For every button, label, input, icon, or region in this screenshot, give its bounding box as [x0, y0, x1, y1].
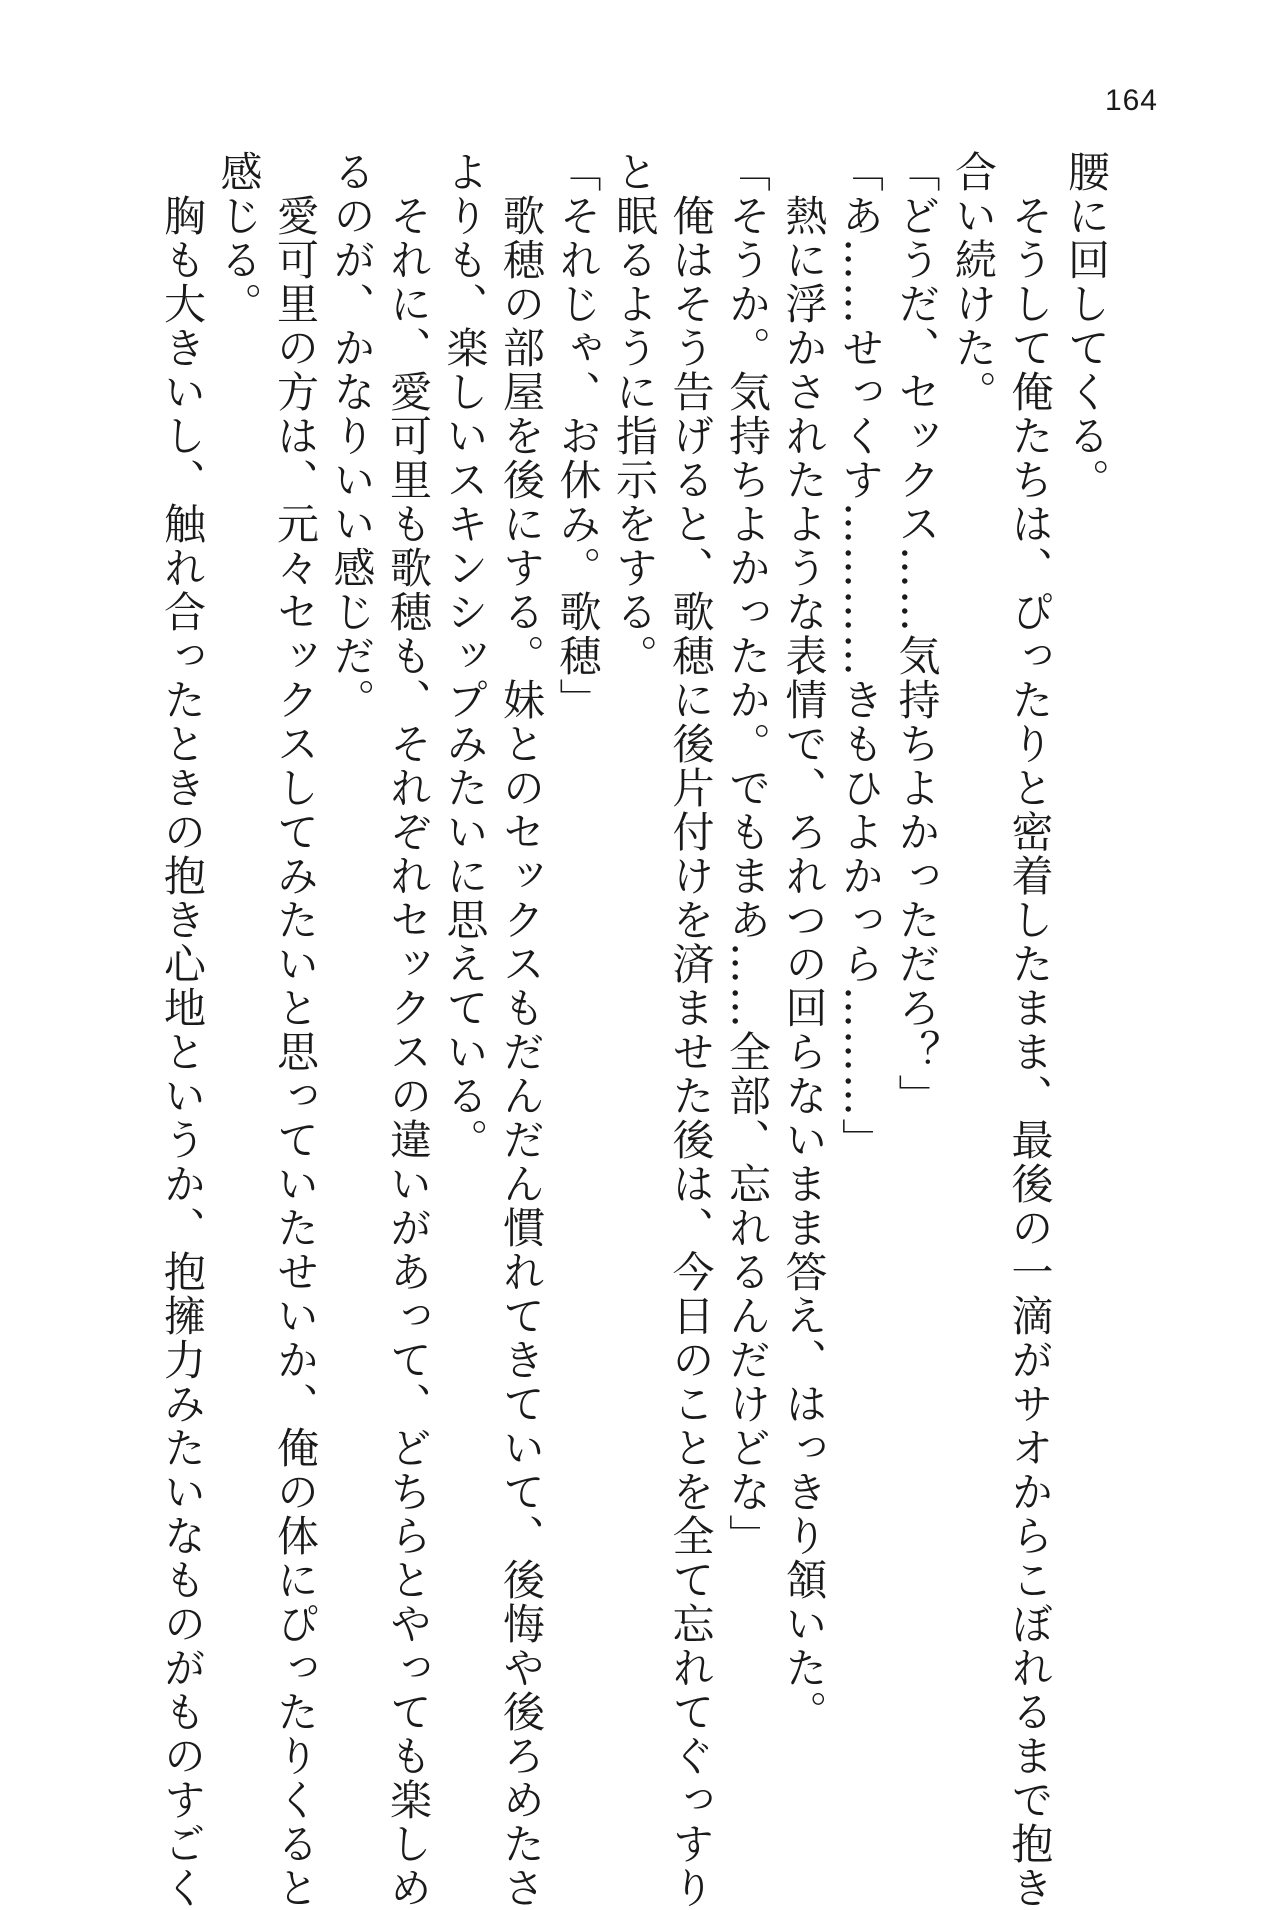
text-line: 合い続けた。 — [949, 150, 998, 414]
text-line: それに、愛可里も歌穂も、それぞれセックスの違いがあって、どちらとやっても楽しめ — [384, 150, 433, 1910]
text-line: 感じる。 — [214, 150, 264, 326]
text-line: 「それじゃ、お休み。歌穂」 — [553, 150, 603, 722]
text-line: 熱に浮かされたような表情で、ろれつの回らないまま答え、はっきり頷いた。 — [779, 150, 829, 1734]
text-line: 「どうだ、セックス……気持ちよかっただろ？」 — [892, 150, 942, 1118]
vertical-body-text — [154, 150, 1115, 1910]
text-line: 胸も大きいし、触れ合ったときの抱き心地というか、抱擁力みたいなものがものすごく — [158, 150, 207, 1910]
text-line: と眠るように指示をする。 — [610, 150, 659, 678]
text-line: 歌穂の部屋を後にする。妹とのセックスもだんだん慣れてきていて、後悔や後ろめたさ — [497, 150, 546, 1910]
text-line: 腰に回してくる。 — [1062, 150, 1111, 502]
page-number: 164 — [1104, 84, 1158, 117]
text-line: 「そうか。気持ちよかったか。でもまあ……全部、忘れるんだけどな」 — [723, 150, 772, 1558]
text-line: そうして俺たちは、ぴったりと密着したまま、最後の一滴がサオからこぼれるまで抱き — [1005, 150, 1055, 1910]
text-line: 「あ……せっくす…………きもひよかっら………」 — [836, 150, 885, 1162]
text-line: 俺はそう告げると、歌穂に後片付けを済ませた後は、今日のことを全て忘れてぐっすり — [666, 150, 716, 1910]
text-line: 愛可里の方は、元々セックスしてみたいと思っていたせいか、俺の体にぴったりくると — [271, 150, 320, 1910]
text-line: るのが、かなりいい感じだ。 — [327, 150, 377, 722]
text-line: よりも、楽しいスキンシップみたいに思えている。 — [440, 150, 490, 1162]
